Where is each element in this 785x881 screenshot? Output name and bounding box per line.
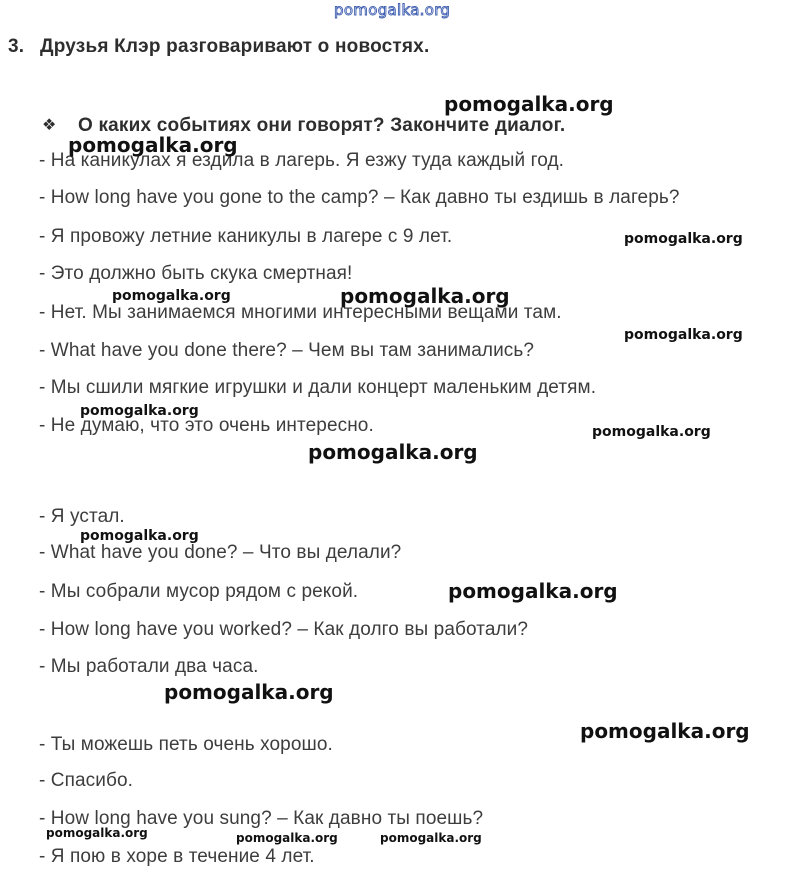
dialogue-line: - Мы собрали мусор рядом с рекой. [39, 581, 359, 602]
dialogue-line: - How long have you sung? – Как давно ты поешь? [39, 808, 484, 829]
watermark: pomogalka.org [68, 133, 238, 157]
dialogue-line: - Я устал. [39, 506, 125, 527]
dialogue-line: - How long have you gone to the camp? – Как давно ты ездишь в лагерь? [39, 187, 680, 208]
watermark: pomogalka.org [448, 579, 618, 603]
dialogue-line: - How long have you worked? – Как долго вы работали? [39, 619, 529, 640]
watermark: pomogalka.org [164, 680, 334, 704]
watermark: pomogalka.org [592, 424, 711, 440]
watermark: pomogalka.org [46, 826, 148, 840]
header-watermark: pomogalka.org [334, 1, 451, 19]
dialogue-line: - Ты можешь петь очень хорошо. [39, 734, 333, 755]
dialogue-line: - Я пою в хоре в течение 4 лет. [39, 846, 315, 867]
dialogue-line: - На каникулах я ездила в лагерь. Я езжу туда каждый год. [39, 150, 565, 171]
dialogue-line: - Мы сшили мягкие игрушки и дали концерт маленьким детям. [39, 377, 597, 398]
task-title: Друзья Клэр разговаривают о новостях. [40, 36, 430, 57]
dialogue-line: - What have you done there? – Чем вы там занимались? [39, 340, 535, 361]
watermark: pomogalka.org [340, 284, 510, 308]
task-heading [8, 36, 429, 58]
watermark: pomogalka.org [624, 231, 743, 247]
watermark: pomogalka.org [80, 528, 199, 544]
watermark: pomogalka.org [112, 288, 231, 304]
dialogue-line: - Я провожу летние каникулы в лагере с 9 лет. [39, 226, 453, 247]
watermark: pomogalka.org [444, 92, 614, 116]
watermark: pomogalka.org [580, 719, 750, 743]
watermark: pomogalka.org [80, 403, 199, 419]
watermark: pomogalka.org [380, 831, 482, 845]
diamond-bullet-icon: ❖ [42, 117, 57, 134]
dialogue-line: - Нет. Мы занимаемся многими интересными вещами там. [39, 302, 562, 323]
watermark: pomogalka.org [236, 831, 338, 845]
watermark: pomogalka.org [308, 440, 478, 464]
task-number: 3. [8, 36, 25, 57]
dialogue-line: - Спасибо. [39, 770, 134, 791]
dialogue-line: - Мы работали два часа. [39, 656, 259, 677]
subtask-text: О каких событиях они говорят? Закончите диалог. [78, 115, 566, 136]
watermark: pomogalka.org [624, 327, 743, 343]
dialogue-line: - Не думаю, что это очень интересно. [39, 415, 374, 436]
dialogue-line: - What have you done? – Что вы делали? [39, 542, 402, 563]
dialogue-line: - Это должно быть скука смертная! [39, 263, 353, 284]
